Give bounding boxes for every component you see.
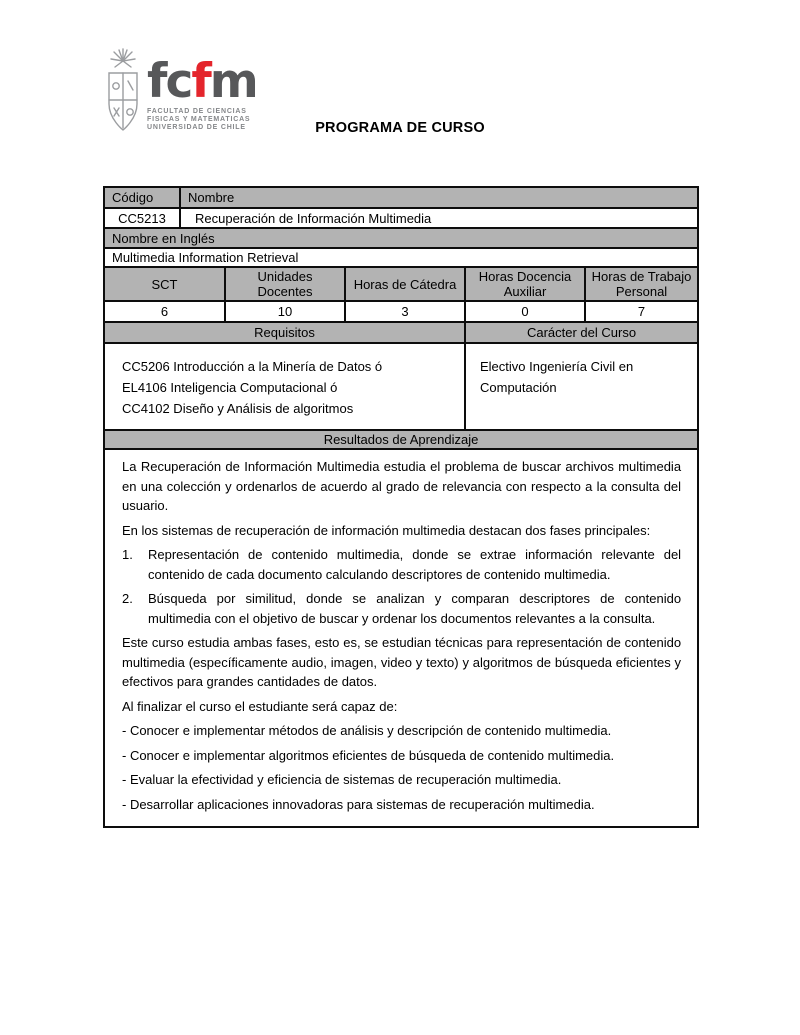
unidades-docentes-header-cell: Unidades Docentes <box>225 267 345 301</box>
wordmark-m: m <box>209 54 257 109</box>
horas-trabajo-value-cell: 7 <box>585 301 698 322</box>
outcome-bullet: - Conocer e implementar algoritmos eficientes de búsqueda de contenido multimedia. <box>122 747 615 763</box>
course-info-table <box>103 186 699 828</box>
table-row <box>104 343 698 430</box>
outcome-bullet: - Conocer e implementar métodos de análisis y descripción de contenido multimedia. <box>122 723 612 738</box>
unidades-docentes-value-cell: 10 <box>225 301 345 322</box>
nombre-header-cell: Nombre <box>180 187 698 208</box>
paragraph-capaz: Al finalizar el curso el estudiante será capaz de: <box>122 698 398 714</box>
horas-trabajo-header-cell: Horas de Trabajo Personal <box>585 267 698 301</box>
resultados-body-cell <box>104 449 698 827</box>
list-item-text: Búsqueda por similitud, donde se analizan y comparan descriptores de contenido multimedia con el objetivo de buscar y ordenar los documentos relevantes a la consulta. <box>148 591 682 626</box>
requisito-line: CC5206 Introducción a la Minería de Datos ó <box>122 359 383 374</box>
horas-docencia-value-cell: 0 <box>465 301 585 322</box>
codigo-header-cell: Código <box>104 187 180 208</box>
nombre-value-cell: Recuperación de Información Multimedia <box>180 208 698 228</box>
caption-line-1: FACULTAD DE CIENCIAS <box>147 108 247 115</box>
paragraph-fases: En los sistemas de recuperación de información multimedia destacan dos fases principales: <box>122 522 651 538</box>
caracter-value-cell: Electivo Ingeniería Civil en Computación <box>465 343 698 430</box>
fcfm-wordmark <box>147 54 257 109</box>
paragraph-intro: La Recuperación de Información Multimedia estudia el problema de buscar archivos multimedia en una colección y ordenarlos de acuerdo al grado de relevancia con respecto a la consulta del usuario. <box>122 459 682 513</box>
horas-docencia-header-cell: Horas Docencia Auxiliar <box>465 267 585 301</box>
outcome-bullet: - Desarrollar aplicaciones innovadoras para sistemas de recuperación multimedia. <box>122 796 595 812</box>
table-row <box>104 187 698 208</box>
outcome-bullet: - Evaluar la efectividad y eficiencia de sistemas de recuperación multimedia. <box>122 772 562 787</box>
wordmark-red-f: f <box>191 54 210 109</box>
table-row <box>104 228 698 248</box>
caption-line-2: FISICAS Y MATEMATICAS <box>147 115 251 123</box>
caracter-header-cell: Carácter del Curso <box>465 322 698 343</box>
resultados-header-cell: Resultados de Aprendizaje <box>104 430 698 449</box>
list-item-text: Representación de contenido multimedia, donde se extrae información relevante del contenido de cada documento calculando descriptores de contenido multimedia. <box>148 547 682 582</box>
table-row <box>104 208 698 228</box>
paragraph-curso: Este curso estudia ambas fases, esto es, se estudian técnicas para representación de contenido multimedia (específicamente audio, imagen, video y texto) y algoritmos de búsqueda eficientes y efectivos para grandes cantidades de datos. <box>122 635 682 689</box>
requisitos-value-cell <box>104 343 465 430</box>
table-row <box>104 430 698 449</box>
table-row <box>104 449 698 827</box>
page-title: PROGRAMA DE CURSO <box>315 120 485 136</box>
sct-header-cell: SCT <box>104 267 225 301</box>
table-row <box>104 301 698 322</box>
table-row <box>104 322 698 343</box>
caption-line-3: UNIVERSIDAD DE CHILE <box>147 123 246 131</box>
codigo-value-cell: CC5213 <box>104 208 180 228</box>
requisito-line: EL4106 Inteligencia Computacional ó <box>122 380 338 395</box>
horas-catedra-value-cell: 3 <box>345 301 465 322</box>
list-item <box>122 589 681 628</box>
requisitos-header-cell: Requisitos <box>104 322 465 343</box>
nombre-ingles-value-cell: Multimedia Information Retrieval <box>104 248 698 267</box>
list-item-number: 1. <box>122 547 133 562</box>
logo-text-block <box>147 46 257 131</box>
nombre-ingles-header-cell: Nombre en Inglés <box>104 228 698 248</box>
list-item <box>122 545 681 584</box>
sct-value-cell: 6 <box>104 301 225 322</box>
wordmark-fc: fc <box>147 54 192 109</box>
horas-catedra-header-cell: Horas de Cátedra <box>345 267 465 301</box>
table-row <box>104 267 698 301</box>
requisito-line: CC4102 Diseño y Análisis de algoritmos <box>122 401 354 416</box>
list-item-number: 2. <box>122 591 133 606</box>
table-row <box>104 248 698 267</box>
